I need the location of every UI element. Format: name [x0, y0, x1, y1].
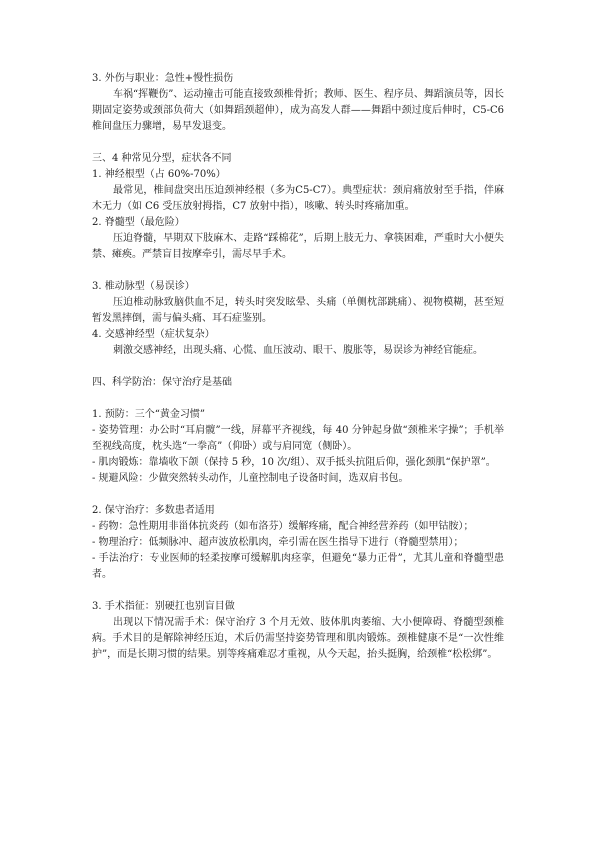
paragraph-sympathetic: 刺激交感神经，出现头痛、心慌、血压波动、眼干、腹胀等，易误诊为神经官能症。	[113, 345, 483, 356]
type-heading-myelopathy: 2. 脊髓型（最危险）	[92, 217, 185, 228]
type-heading-vertebral-artery: 3. 椎动脉型（易误诊）	[92, 281, 195, 292]
prevention-heading: 1. 预防：三个“黄金习惯”	[92, 409, 205, 420]
paragraph-trauma: 车祸“挥鞭伤”、运动撞击可能直接致颈椎骨折；教师、医生、程序员、舞蹈演员等，因长期固定姿势或颈部负荷大（如舞蹈颈超伸），成为高发人群——舞蹈中颈过度后伸时，C5-C6椎间盘压力骤增，易早发退变。	[92, 89, 504, 132]
section-heading-trauma: 3. 外伤与职业：急性+慢性损伤	[92, 73, 234, 84]
type-heading-radiculopathy: 1. 神经根型（占 60%-70%）	[92, 169, 226, 180]
conservative-item-physio: - 物理治疗：低频脉冲、超声波放松肌肉，牵引需在医生指导下进行（脊髓型禁用）；	[92, 537, 464, 548]
conservative-item-drugs: - 药物：急性期用非甾体抗炎药（如布洛芬）缓解疼痛，配合神经营养药（如甲钴胺）；	[92, 521, 474, 532]
paragraph-radiculopathy: 最常见，椎间盘突出压迫颈神经根（多为C5-C7）。典型症状：颈肩痛放射至手指，伴麻木无力（如 C6 受压放射拇指，C7 放射中指），咳嗽、转头时疼痛加重。	[92, 185, 504, 212]
part-title-types: 三、4 种常见分型，症状各不同	[92, 153, 232, 164]
paragraph-surgery: 出现以下情况需手术：保守治疗 3 个月无效、肢体肌肉萎缩、大小便障碍、脊髓型颈椎病。手术目的是解除神经压迫，术后仍需坚持姿势管理和肌肉锻炼。颈椎健康不是“一次性维护”，而是长期习惯的结果。别等疼痛难忍才重视，从今天起，抬头挺胸，给颈椎“松松绑”。	[92, 617, 504, 660]
surgery-heading: 3. 手术指征：别硬扛也别盲目做	[92, 601, 235, 612]
prevention-item-posture: - 姿势管理：办公时“耳肩髋”一线，屏幕平齐视线，每 40 分钟起身做“颈椎米字操”；手机举至视线高度，枕头选“一拳高”（仰卧）或与肩同宽（侧卧）。	[92, 425, 504, 452]
document-body	[92, 71, 504, 663]
type-heading-sympathetic: 4. 交感神经型（症状复杂）	[92, 329, 215, 340]
conservative-heading: 2. 保守治疗：多数患者适用	[92, 505, 215, 516]
paragraph-myelopathy: 压迫脊髓，早期双下肢麻木、走路“踩棉花”，后期上肢无力、拿筷困难，严重时大小便失禁、瘫痪。严禁盲目按摩牵引，需尽早手术。	[92, 233, 504, 260]
conservative-item-manual: - 手法治疗：专业医师的轻柔按摩可缓解肌肉痉挛，但避免“暴力正骨”，尤其儿童和脊髓型患者。	[92, 553, 504, 580]
paragraph-vertebral-artery: 压迫椎动脉致脑供血不足，转头时突发眩晕、头痛（单侧枕部跳痛）、视物模糊，甚至短暂发黑摔倒，需与偏头痛、耳石症鉴别。	[92, 297, 504, 324]
prevention-item-exercise: - 肌肉锻炼：靠墙收下颌（保持 5 秒，10 次/组）、双手抵头抗阻后仰，强化颈肌“保护罩”。	[92, 457, 496, 468]
part-title-treatment: 四、科学防治：保守治疗是基础	[92, 377, 232, 388]
prevention-item-risk: - 规避风险：少做突然转头动作，儿童控制电子设备时间，选双肩书包。	[92, 473, 409, 484]
